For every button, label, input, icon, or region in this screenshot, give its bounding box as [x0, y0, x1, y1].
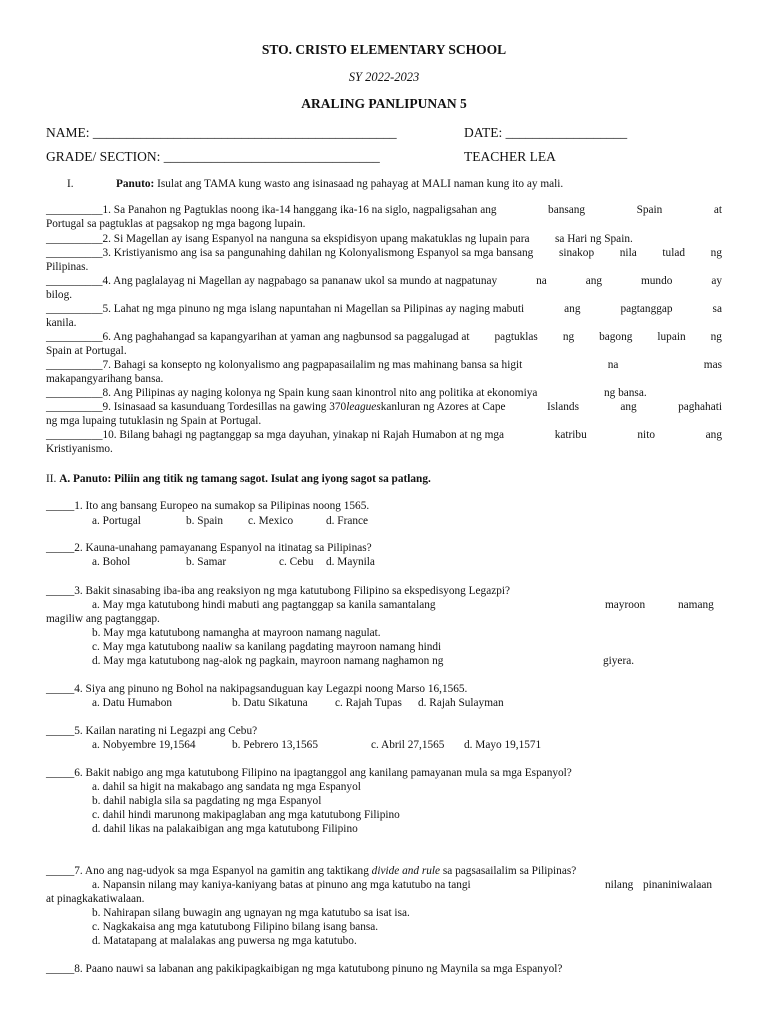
q6-stem[interactable]: _____6. Bakit nabigo ang mga katutubong Filipino na ipagtanggol ang kanilang pamayanan mula sa mga Espanyol?: [46, 767, 572, 779]
q4-option-c[interactable]: c. Rajah Tupas: [335, 697, 402, 709]
part1-number: I.: [67, 178, 74, 190]
true-false-item[interactable]: [46, 428, 722, 456]
q7-option-c[interactable]: c. Nagkakaisa ang mga katutubong Filipino bilang isang bansa.: [92, 921, 379, 933]
q2-stem[interactable]: _____2. Kauna-unahang pamayanang Espanyol na itinatag sa Pilipinas?: [46, 542, 372, 554]
q1-option-a[interactable]: a. Portugal: [92, 515, 141, 527]
q3-option-d[interactable]: d. May mga katutubong nag-alok ng pagkain, mayroon namang naghamon ng: [92, 655, 444, 667]
item-text: __________8. Ang Pilipinas ay naging kolonya ng Spain kung saan kinontrol nito ang politika at ekonomiya: [46, 387, 538, 399]
item-word: sa: [712, 303, 722, 315]
q7-stem-pre: _____7. Ano ang nag-udyok sa mga Espanyol na gamitin ang taktikang: [46, 865, 372, 877]
q7-option-a-word: nilang: [605, 879, 634, 891]
grade-section-field[interactable]: GRADE/ SECTION: ________________________________: [46, 149, 380, 164]
item-word: na: [536, 275, 547, 287]
item-word: paghahati: [678, 401, 722, 413]
item-word: tulad: [662, 247, 685, 259]
item-word: nila: [619, 247, 637, 259]
item-word: Islands: [546, 401, 579, 413]
item-line: [46, 386, 722, 400]
item-word: ang: [620, 401, 637, 413]
item-text: __________2. Si Magellan ay isang Espanyol na nanguna sa ekspidisyon upang makatuklas ng lupain para: [46, 233, 530, 245]
item-word: ng: [562, 331, 575, 343]
q4-stem[interactable]: _____4. Siya ang pinuno ng Bohol na nakipagsanduguan kay Legazpi noong Marso 16,1565.: [46, 683, 468, 695]
item-text: __________9. Isinasaad sa kasunduang Tordesillas na gawing 370leagueskanluran ng Azores at Cape: [46, 401, 506, 413]
panuto-text: Isulat ang TAMA kung wasto ang isinasaad ng pahayag at MALI naman kung ito ay mali.: [157, 178, 564, 190]
item-word: ang: [585, 275, 603, 287]
item-line: [46, 246, 722, 260]
q2-option-b[interactable]: b. Samar: [186, 556, 227, 568]
item-word: lupain: [657, 331, 686, 343]
q6-option-d[interactable]: d. dahil likas na palakaibigan ang mga katutubong Filipino: [92, 823, 358, 835]
item-word: katribu: [554, 429, 587, 441]
item-continuation: ng mga lupaing tutuklasin ng Spain at Portugal.: [46, 415, 262, 427]
true-false-item[interactable]: [46, 330, 722, 358]
q1-option-d[interactable]: d. France: [326, 515, 369, 527]
q3-option-a-cont: magiliw ang pagtanggap.: [46, 613, 160, 625]
q7-option-b[interactable]: b. Nahirapan silang buwagin ang ugnayan ng mga katutubo sa isat isa.: [92, 907, 410, 919]
q3-option-a[interactable]: a. May mga katutubong hindi mabuti ang pagtanggap sa kanila samantalang: [92, 599, 436, 611]
item-word: ng: [710, 247, 722, 259]
q5-option-b[interactable]: b. Pebrero 13,1565: [232, 739, 318, 751]
true-false-item[interactable]: [46, 386, 722, 400]
item-word: pagtuklas: [494, 331, 538, 343]
item-word: bagong: [599, 331, 633, 343]
item-continuation: makapangyarihang bansa.: [46, 373, 164, 385]
item-text: __________6. Ang paghahangad sa kapangyarihan at yaman ang nagbunsod sa paggalugad at: [46, 331, 470, 343]
item-word: ng bansa.: [604, 387, 647, 399]
q7-stem[interactable]: [46, 864, 576, 878]
q6-option-a[interactable]: a. dahil sa higit na makabago ang sandata ng mga Espanyol: [92, 781, 361, 793]
item-word: pagtanggap: [620, 303, 673, 315]
q4-option-d[interactable]: d. Rajah Sulayman: [418, 697, 504, 709]
item-line: [46, 274, 722, 288]
item-line: [46, 400, 722, 414]
item-word: na: [607, 359, 619, 371]
date-field[interactable]: DATE: __________________: [464, 125, 628, 140]
true-false-item[interactable]: [46, 358, 722, 386]
q5-option-c[interactable]: c. Abril 27,1565: [371, 739, 445, 751]
true-false-item[interactable]: [46, 400, 722, 428]
school-year: SY 2022-2023: [348, 70, 420, 84]
q7-option-a-word: pinaniniwalaan: [643, 879, 713, 891]
q3-option-a-word: namang: [678, 599, 714, 611]
q7-option-a-cont: at pinagkakatiwalaan.: [46, 893, 145, 905]
q7-option-d[interactable]: d. Matatapang at malalakas ang puwersa ng mga katutubo.: [92, 935, 357, 947]
true-false-item[interactable]: [46, 302, 722, 330]
item-line: [46, 203, 722, 217]
item-word: mundo: [640, 275, 673, 287]
true-false-item[interactable]: [46, 203, 722, 231]
item-line: [46, 428, 722, 442]
q6-option-c[interactable]: c. dahil hindi marunong makipaglaban ang mga katutubong Filipino: [92, 809, 400, 821]
item-word: ng: [710, 331, 722, 343]
item-text: __________3. Kristiyanismo ang isa sa pangunahing dahilan ng Kolonyalismong Espanyol sa mga bansang: [46, 247, 534, 259]
q1-option-b[interactable]: b. Spain: [186, 515, 224, 527]
q5-option-a[interactable]: a. Nobyembre 19,1564: [92, 739, 196, 751]
item-word: ay: [711, 275, 722, 287]
q2-option-d[interactable]: d. Maynila: [326, 556, 375, 568]
part2-number: II.: [46, 473, 57, 485]
q4-option-a[interactable]: a. Datu Humabon: [92, 697, 172, 709]
true-false-item[interactable]: [46, 274, 722, 302]
item-word: ang: [564, 303, 581, 315]
item-word: ang: [705, 429, 722, 441]
q5-stem[interactable]: _____5. Kailan narating ni Legazpi ang Cebu?: [46, 725, 258, 737]
item-continuation: Spain at Portugal.: [46, 345, 127, 357]
item-continuation: bilog.: [46, 289, 73, 301]
item-text: __________4. Ang paglalayag ni Magellan ay nagpabago sa pananaw ukol sa mundo at nagpatunay: [46, 275, 498, 287]
teacher-name: TEACHER LEA: [464, 149, 556, 164]
item-continuation: Kristiyanismo.: [46, 443, 113, 455]
part2-title: [46, 472, 431, 486]
q3-stem[interactable]: _____3. Bakit sinasabing iba-iba ang reaksiyon ng mga katutubong Filipino sa ekspedisyong Legazpi?: [46, 585, 511, 597]
q3-option-a-word: mayroon: [605, 599, 646, 611]
q7-option-a[interactable]: a. Napansin nilang may kaniya-kaniyang batas at pinuno ang mga katutubo na tangi: [92, 879, 471, 891]
q2-option-c[interactable]: c. Cebu: [279, 556, 314, 568]
q2-option-a[interactable]: a. Bohol: [92, 556, 131, 568]
q3-option-b[interactable]: b. May mga katutubong namangha at mayroon namang nagulat.: [92, 627, 381, 639]
item-line: [46, 302, 722, 316]
name-field[interactable]: NAME: _____________________________________________: [46, 125, 397, 140]
q1-option-c[interactable]: c. Mexico: [248, 515, 294, 527]
item-text: __________10. Bilang bahagi ng pagtanggap sa mga dayuhan, yinakap ni Rajah Humabon at ng mga: [46, 429, 505, 441]
q4-option-b[interactable]: b. Datu Sikatuna: [232, 697, 308, 709]
q3-option-d-cont: giyera.: [603, 655, 635, 667]
q8-stem[interactable]: _____8. Paano nauwi sa labanan ang pakikipagkaibigan ng mga katutubong pinuno ng Maynila sa mga Espanyol?: [46, 963, 563, 975]
true-false-item[interactable]: [46, 246, 722, 274]
panuto-label: Panuto:: [116, 178, 155, 190]
item-word: bansang: [548, 204, 586, 216]
item-line: [46, 232, 722, 246]
q6-option-b[interactable]: b. dahil nabigla sila sa pagdating ng mga Espanyol: [92, 795, 322, 807]
part2-instructions: A. Panuto: Piliin ang titik ng tamang sagot. Isulat ang iyong sagot sa patlang.: [59, 473, 431, 485]
q5-option-d[interactable]: d. Mayo 19,1571: [464, 739, 542, 751]
q1-stem[interactable]: _____1. Ito ang bansang Europeo na sumakop sa Pilipinas noong 1565.: [46, 500, 370, 512]
item-text: __________1. Sa Panahon ng Pagtuklas noong ika-14 hanggang ika-16 na siglo, nagpaligsahan ang: [46, 204, 497, 216]
item-line: [46, 358, 722, 372]
item-text: __________7. Bahagi sa konsepto ng kolonyalismo ang pagpapasailalim ng mas mahinang bansa sa higit: [46, 359, 523, 371]
item-word: sinakop: [558, 247, 595, 259]
item-continuation: kanila.: [46, 317, 77, 329]
item-text: __________5. Lahat ng mga pinuno ng mga islang napuntahan ni Magellan sa Pilipinas ay naging mabuti: [46, 303, 525, 315]
item-line: [46, 330, 722, 344]
part1-instructions: [116, 177, 563, 191]
q3-option-c[interactable]: c. May mga katutubong naaliw sa kanilang pagdating mayroon namang hindi: [92, 641, 442, 653]
item-continuation: Portugal sa pagtuklas at pagsakop ng mga bagong lupain.: [46, 218, 306, 230]
item-word: nito: [637, 429, 655, 441]
q7-stem-post: sa pagsasailalim sa Pilipinas?: [440, 865, 577, 877]
true-false-item[interactable]: [46, 232, 722, 246]
item-word: mas: [703, 359, 722, 371]
school-name: STO. CRISTO ELEMENTARY SCHOOL: [261, 42, 507, 57]
item-word: at: [713, 204, 722, 216]
subject-title: ARALING PANLIPUNAN 5: [301, 96, 467, 111]
item-continuation: Pilipinas.: [46, 261, 89, 273]
item-word: Spain: [636, 204, 663, 216]
q7-stem-italic: divide and rule: [371, 865, 441, 877]
item-word: sa Hari ng Spain.: [555, 233, 633, 245]
